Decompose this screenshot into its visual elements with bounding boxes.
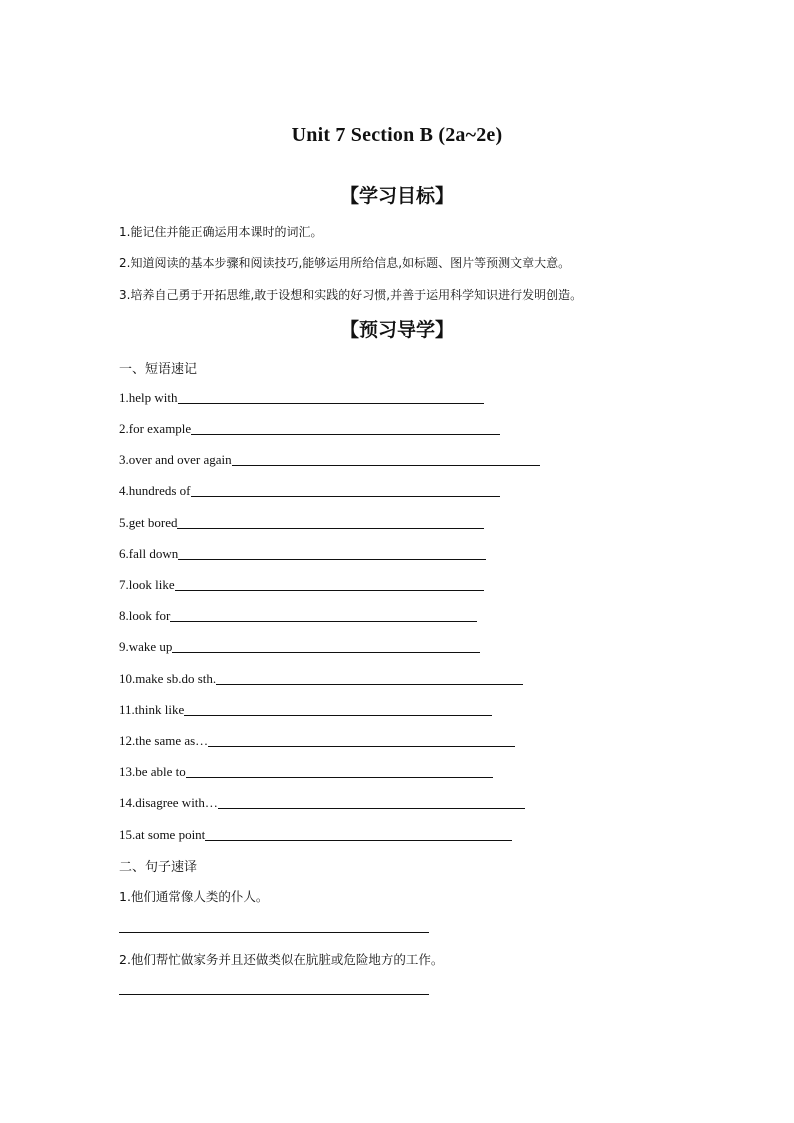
objective-item-3: 3.培养自己勇于开拓思维,敢于设想和实践的好习惯,并善于运用科学知识进行发明创造。: [119, 288, 583, 302]
answer-blank[interactable]: [175, 589, 484, 591]
answer-blank[interactable]: [232, 464, 540, 466]
objective-item-1: 1.能记住并能正确运用本课时的词汇。: [119, 225, 323, 239]
phrase-item-13: [119, 762, 493, 780]
answer-blank[interactable]: [208, 745, 515, 747]
phrase-item-15: [119, 825, 512, 843]
phrase-item-2: [119, 419, 500, 437]
sentence-answer-line-2[interactable]: [119, 994, 429, 995]
phrase-item-10: [119, 669, 523, 687]
phrase-label: 2.for example: [119, 421, 192, 436]
answer-blank[interactable]: [177, 527, 484, 529]
answer-blank[interactable]: [178, 402, 484, 404]
phrase-item-5: [119, 513, 484, 531]
phrase-label: 12.the same as…: [119, 733, 209, 748]
phrase-label: 3.over and over again: [119, 452, 232, 467]
answer-blank[interactable]: [216, 683, 523, 685]
phrase-item-14: [119, 793, 525, 811]
answer-blank[interactable]: [178, 558, 486, 560]
answer-blank[interactable]: [186, 776, 493, 778]
answer-blank[interactable]: [170, 620, 477, 622]
phrase-item-6: [119, 544, 486, 562]
answer-blank[interactable]: [191, 433, 500, 435]
sentence-item-1: 1.他们通常像人类的仆人。: [119, 889, 269, 904]
objective-item-2: 2.知道阅读的基本步骤和阅读技巧,能够运用所给信息,如标题、图片等预测文章大意。: [119, 256, 571, 270]
phrase-label: 6.fall down: [119, 546, 179, 561]
objectives-heading: 【学习目标】: [339, 185, 454, 207]
phrase-item-3: [119, 450, 540, 468]
phrase-item-1: [119, 388, 484, 406]
phrase-item-9: [119, 637, 480, 655]
phrase-label: 13.be able to: [119, 764, 186, 779]
sentences-section-label: 二、句子速译: [119, 860, 198, 875]
sentence-item-2: 2.他们帮忙做家务并且还做类似在肮脏或危险地方的工作。: [119, 952, 444, 967]
answer-blank[interactable]: [205, 839, 512, 841]
phrase-label: 10.make sb.do sth.: [119, 671, 217, 686]
phrase-label: 1.help with: [119, 390, 178, 405]
phrase-item-8: [119, 606, 477, 624]
phrase-label: 4.hundreds of: [119, 483, 191, 498]
phrases-section-label: 一、短语速记: [119, 362, 198, 377]
preview-heading: 【预习导学】: [339, 319, 454, 341]
phrase-label: 15.at some point: [119, 827, 206, 842]
phrase-label: 5.get bored: [119, 515, 178, 530]
phrase-label: 11.think like: [119, 702, 185, 717]
phrase-label: 7.look like: [119, 577, 175, 592]
phrase-label: 14.disagree with…: [119, 795, 218, 810]
answer-blank[interactable]: [184, 714, 492, 716]
phrase-item-12: [119, 731, 515, 749]
answer-blank[interactable]: [172, 651, 480, 653]
phrase-label: 9.wake up: [119, 639, 173, 654]
phrase-item-7: [119, 575, 484, 593]
page-title: Unit 7 Section B (2a~2e): [291, 124, 503, 146]
phrase-label: 8.look for: [119, 608, 171, 623]
phrase-item-11: [119, 700, 492, 718]
answer-blank[interactable]: [218, 807, 525, 809]
answer-blank[interactable]: [191, 495, 500, 497]
phrase-item-4: [119, 481, 500, 499]
sentence-answer-line-1[interactable]: [119, 932, 429, 933]
